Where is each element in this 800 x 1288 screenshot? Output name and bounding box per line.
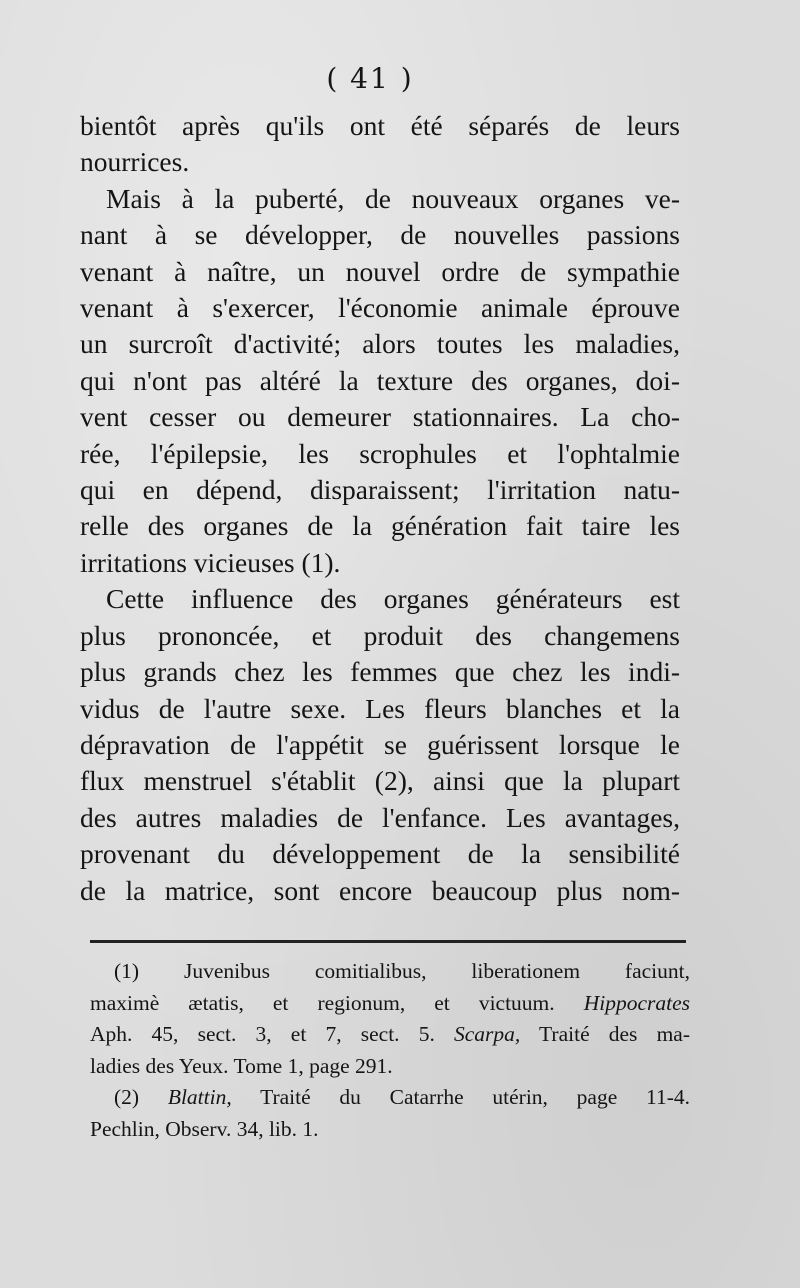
text-line: flux menstruel s'établit (2), ainsi que la plupart <box>80 765 680 797</box>
footnote-text: Traité du Catarrhe utérin, page 11-4. <box>260 1085 690 1109</box>
footnotes <box>90 956 690 1145</box>
footnote-text: Traité des ma- <box>539 1022 690 1046</box>
text-line: rée, l'épilepsie, les scrophules et l'ophtalmie <box>80 437 680 469</box>
footnote-line <box>90 1019 690 1051</box>
footnote-line <box>90 988 690 1020</box>
footnote-line <box>90 1082 690 1114</box>
footnote-text: Aph. 45, sect. 3, et 7, sect. 5. <box>90 1022 435 1046</box>
text-line: vent cesser ou demeurer stationnaires. La cho- <box>80 401 680 433</box>
footnote-line: ladies des Yeux. Tome 1, page 291. <box>90 1053 393 1078</box>
paragraph-3 <box>80 581 680 909</box>
footnote-1 <box>90 956 690 1082</box>
main-text <box>80 108 680 909</box>
footnote-2 <box>90 1082 690 1145</box>
text-line: vidus de l'autre sexe. Les fleurs blanches et la <box>80 692 680 724</box>
page-number: ( 41 ) <box>326 62 414 95</box>
text-line: venant à naître, un nouvel ordre de sympathie <box>80 255 680 287</box>
text-line: plus prononcée, et produit des changemens <box>80 619 680 651</box>
text-line: Cette influence des organes générateurs est <box>106 583 680 615</box>
text-line: bientôt après qu'ils ont été séparés de leurs <box>80 110 680 141</box>
text-line: nourrices. <box>80 146 190 178</box>
paragraph-1 <box>80 108 680 181</box>
text-line: de la matrice, sont encore beaucoup plus nom- <box>80 874 680 906</box>
text-line: qui n'ont pas altéré la texture des organes, doi- <box>80 364 680 396</box>
text-line: nant à se développer, de nouvelles passions <box>80 219 680 251</box>
text-line: des autres maladies de l'enfance. Les avantages, <box>80 801 680 833</box>
footnote-citation: Blattin, <box>167 1085 232 1109</box>
text-line: un surcroît d'activité; alors toutes les maladies, <box>80 328 680 360</box>
text-line: qui en dépend, disparaissent; l'irritation natu- <box>80 474 680 506</box>
text-line: irritations vicieuses (1). <box>80 546 341 578</box>
text-line: venant à s'exercer, l'économie animale éprouve <box>80 292 680 324</box>
footnote-citation: Hippocrates <box>583 990 690 1015</box>
footnote-citation: Scarpa, <box>453 1022 521 1046</box>
text-line: provenant du développement de la sensibilité <box>80 838 680 870</box>
text-line: plus grands chez les femmes que chez les indi- <box>80 656 680 688</box>
paragraph-2 <box>80 181 680 581</box>
text-line: Mais à la puberté, de nouveaux organes ve- <box>106 182 680 214</box>
footnote-line: (1) Juvenibus comitialibus, liberationem faciunt, <box>114 959 690 983</box>
footnote-line: Pechlin, Observ. 34, lib. 1. <box>90 1116 319 1141</box>
text-line: dépravation de l'appétit se guérissent lorsque le <box>80 728 680 760</box>
footnote-marker: (2) <box>114 1085 140 1109</box>
footnote-text: maximè ætatis, et regionum, et victuum. <box>90 990 555 1015</box>
text-line: relle des organes de la génération fait taire les <box>80 510 680 542</box>
footnote-divider <box>90 940 686 943</box>
